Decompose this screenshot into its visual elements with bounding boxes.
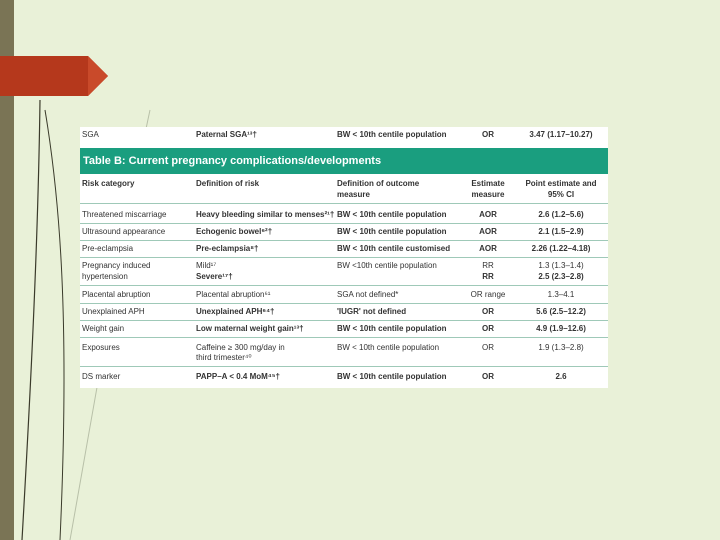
cell: third trimester⁴⁰ xyxy=(196,353,252,362)
cell: BW < 10th centile population xyxy=(337,130,447,139)
divider xyxy=(80,337,608,338)
cell: 1.9 (1.3–2.8) xyxy=(538,343,584,352)
cell: Pre-eclampsia xyxy=(82,244,134,253)
cell: Mild¹⁷ xyxy=(196,261,217,270)
cell: Weight gain xyxy=(82,324,125,333)
cell: 'IUGR' not defined xyxy=(337,307,407,316)
cell: Pregnancy induced xyxy=(82,261,151,270)
divider xyxy=(80,366,608,367)
cell: Unexplained APH xyxy=(82,307,145,316)
cell: BW < 10th centile population xyxy=(337,227,447,236)
table-image xyxy=(80,127,608,388)
cell: Pre-eclampsia⁸† xyxy=(196,244,259,253)
divider xyxy=(80,320,608,321)
cell: BW < 10th centile population xyxy=(337,210,447,219)
cell: AOR xyxy=(479,210,497,219)
divider xyxy=(80,285,608,286)
cell: 1.3–4.1 xyxy=(547,290,575,299)
cell: 2.1 (1.5–2.9) xyxy=(538,227,584,236)
cell: OR xyxy=(482,324,494,333)
divider xyxy=(80,203,608,204)
cell: 5.6 (2.5–12.2) xyxy=(536,307,586,316)
cell: Caffeine ≥ 300 mg/day in xyxy=(196,343,285,352)
cell: 2.6 (1.2–5.6) xyxy=(538,210,584,219)
header-cell: 95% CI xyxy=(547,190,575,199)
cell: hypertension xyxy=(82,272,128,281)
cell: 1.3 (1.3–1.4) xyxy=(538,261,584,270)
cell: RR xyxy=(482,272,494,281)
divider xyxy=(80,257,608,258)
cell: 2.6 xyxy=(555,372,567,381)
cell: OR range xyxy=(470,290,506,299)
cell: OR xyxy=(482,343,494,352)
cell: PAPP–A < 0.4 MoM⁴⁵† xyxy=(196,372,280,381)
cell: Low maternal weight gain¹³† xyxy=(196,324,304,333)
header-cell: Risk category xyxy=(82,179,135,188)
cell: BW < 10th centile customised xyxy=(337,244,451,253)
divider xyxy=(80,303,608,304)
table-title: Table B: Current pregnancy complications/developments xyxy=(83,155,382,167)
cell: Heavy bleeding similar to menses²¹† xyxy=(196,210,335,219)
cell: BW < 10th centile population xyxy=(337,372,447,381)
cell: 3.47 (1.17–10.27) xyxy=(529,130,593,139)
cell: Ultrasound appearance xyxy=(82,227,166,236)
header-cell: Estimate xyxy=(471,179,505,188)
table-title-banner xyxy=(80,148,608,174)
cell: DS marker xyxy=(82,372,121,381)
cell: Paternal SGA¹³† xyxy=(196,130,257,139)
cell: SGA not defined* xyxy=(337,290,399,299)
cell: BW < 10th centile population xyxy=(337,343,440,352)
divider xyxy=(80,240,608,241)
cell: Severe¹⁷† xyxy=(196,272,233,281)
cell: Threatened miscarriage xyxy=(82,210,167,219)
cell: OR xyxy=(482,307,494,316)
cell: AOR xyxy=(479,244,497,253)
cell: Echogenic bowel⁶²† xyxy=(196,227,273,236)
header-cell: Definition of outcome xyxy=(337,179,420,188)
header-cell: measure xyxy=(337,190,370,199)
cell: Exposures xyxy=(82,343,120,352)
divider xyxy=(80,223,608,224)
cell: 4.9 (1.9–12.6) xyxy=(536,324,586,333)
cell: BW < 10th centile population xyxy=(337,324,447,333)
cell: RR xyxy=(482,261,494,270)
cell: 2.5 (2.3–2.8) xyxy=(538,272,584,281)
header-cell: measure xyxy=(471,190,505,199)
cell: Placental abruption⁶¹ xyxy=(196,290,271,299)
slide-tab-arrow xyxy=(0,56,110,96)
cell: SGA xyxy=(82,130,99,139)
cell: 2.26 (1.22–4.18) xyxy=(531,244,591,253)
cell: OR xyxy=(482,130,494,139)
cell: OR xyxy=(482,372,494,381)
cell: BW <10th centile population xyxy=(337,261,437,270)
cell: Unexplained APH⁶⁴† xyxy=(196,307,275,316)
cell: AOR xyxy=(479,227,497,236)
header-cell: Point estimate and xyxy=(525,179,597,188)
header-cell: Definition of risk xyxy=(196,179,260,188)
cell: Placental abruption xyxy=(82,290,151,299)
